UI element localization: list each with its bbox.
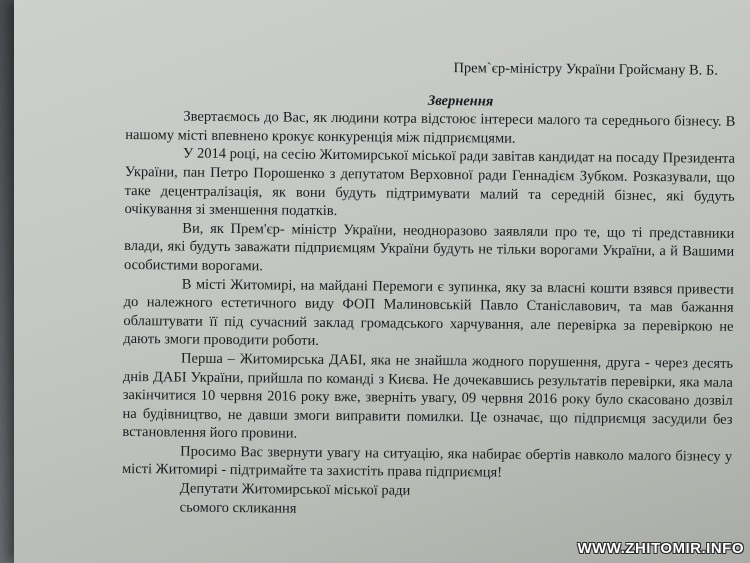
letter-body	[122, 56, 736, 522]
paragraph-intro: Звертаємось до Вас, як людини котра відстоює інтереси малого та середнього бізнесу. В нашому місті впевнено крокує конкуренція між підприємцями.	[125, 108, 736, 147]
paper-sheet	[14, 0, 750, 563]
paragraph-request: Просимо Вас звернути увагу на ситуацію, яка набирає обертів навколо малого бізнесу у місті Житомирі - підтримайте та захистіть права підприємця!	[121, 443, 733, 482]
paragraph-inspections: Перша – Житомирська ДАБІ, яка не знайшла жодного порушення, друга - через десять днів ДАБІ України, прийшла по команді з Києва. Не дочекавшись результатів перевірки, яка мала закінчитися 10 червня 2016 року вже, зверніть увагу, 09 червня 2016 року було скасовано дозвіл на будівництво, не давши змоги виправити помилки. Це означає, що підприємця засудили без встановлення його провини.	[122, 350, 734, 442]
document-title: Звернення	[427, 92, 494, 110]
paragraph-bus-stop: В місті Житомирі, на майдані Перемоги є зупинка, яку за власні кошти взявся привести до належного естетичного виду ФОП Малиновській Павло Станіславович, та мав бажання облаштувати її під сучасний заклад громадського харчування, але перевірка за перевіркою не дають змоги проводити роботи.	[123, 276, 734, 350]
signature-line-2: сьомого скликання	[179, 499, 297, 517]
addressee-line: Прем`єр-міністру України Гройсману В. Б.	[453, 60, 718, 79]
signature-line-1: Депутати Житомирської міської ради	[179, 480, 411, 499]
site-watermark: WWW.ZHITOMIR.INFO	[577, 540, 744, 557]
paragraph-premier-statement: Ви, як Прем'єр- міністр України, неодноразово заявляли про те, що ті представники влади, які будуть заважати підприємцям України будуть не тільки ворогами України, а й Вашими особистими ворогами.	[123, 220, 735, 275]
paragraph-2014-session: У 2014 році, на сесію Житомирської міської ради завітав кандидат на посаду Президента України, пан Петро Порошенко з депутатом Верховної ради Геннадієм Зубком. Розказували, що таке децентралізація, як вони будуть підтримувати малий та середній бізнес, які будуть очікування зі зменшення податків.	[124, 145, 736, 220]
